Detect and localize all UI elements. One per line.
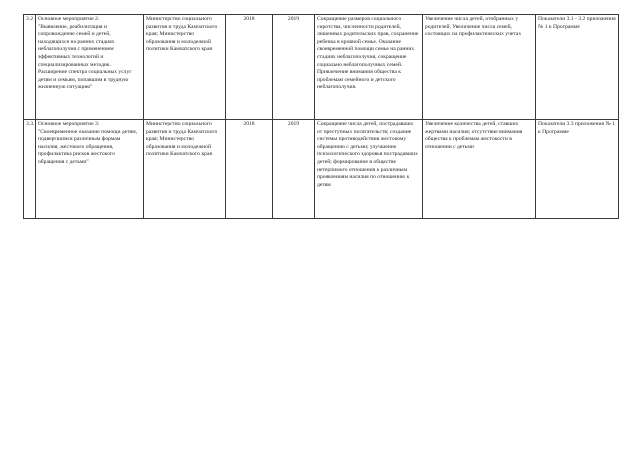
indicator-link-cell: Показатели 3.1 - 3.2 приложения № 1 к Программе	[536, 15, 619, 120]
result-cell: Сокращение размеров социального сиротства, численности родителей, лишенных родительских прав, сохранение ребенка в кровной семье. Оказание своевременной помощи семье на ранних стадиях неблагополучия, сокращение социально неблагополучных семей. Привлечение внимания общества к проблемам семейного и детского неблагополучия.	[315, 15, 423, 120]
result-cell: Сокращение числа детей, пострадавших от преступных посягательств; создание системы противодействия жестокому обращению с детьми; улучшение психологического здоровья пострадавших детей; формирование в обществе нетерпимого отношения к различным проявлениям насилия по отношению к детям	[315, 120, 423, 219]
consequences-cell: Увеличение количества детей, ставших жертвами насилия; отсутствие внимания общества к проблемам жестокости в отношении с детьми	[423, 120, 536, 219]
start-year-cell: 2018	[226, 15, 273, 120]
end-year-cell: 2019	[273, 15, 315, 120]
consequences-cell: Увеличение числа детей, отобранных у родителей, Увеличение числа семей, состоящих на профилактических учетах	[423, 15, 536, 120]
end-year-cell: 2019	[273, 120, 315, 219]
table-row	[24, 15, 619, 120]
start-year-cell: 2018	[226, 120, 273, 219]
activity-cell: Основное мероприятие 3: "Своевременное оказание помощи детям, подвергшимся различным формам насилия, жестокого обращения, профилактика рисков жестокого обращения с детьми"	[36, 120, 144, 219]
table-row	[24, 120, 619, 219]
row-number: 3.2	[24, 15, 36, 120]
executor-cell: Министерство социального развития и труда Камчатского края; Министерство образования и молодежной политики Камчатского края	[144, 15, 226, 120]
executor-cell: Министерство социального развития и труда Камчатского края; Министерство образования и молодежной политики Камчатского края	[144, 120, 226, 219]
activity-cell: Основное мероприятие 2: "Выявление, реабилитация и сопровождение семей и детей, находящихся на ранних стадиях неблагополучия с применением эффективных технологий и специализированных методик. Расширение спектра социальных услуг детям и семьям, попавшим в трудную жизненную ситуацию"	[36, 15, 144, 120]
row-number: 3.3.	[24, 120, 36, 219]
indicator-link-cell: Показатели 3.3 приложения № 1 к Программе	[536, 120, 619, 219]
program-activities-table	[23, 14, 619, 219]
